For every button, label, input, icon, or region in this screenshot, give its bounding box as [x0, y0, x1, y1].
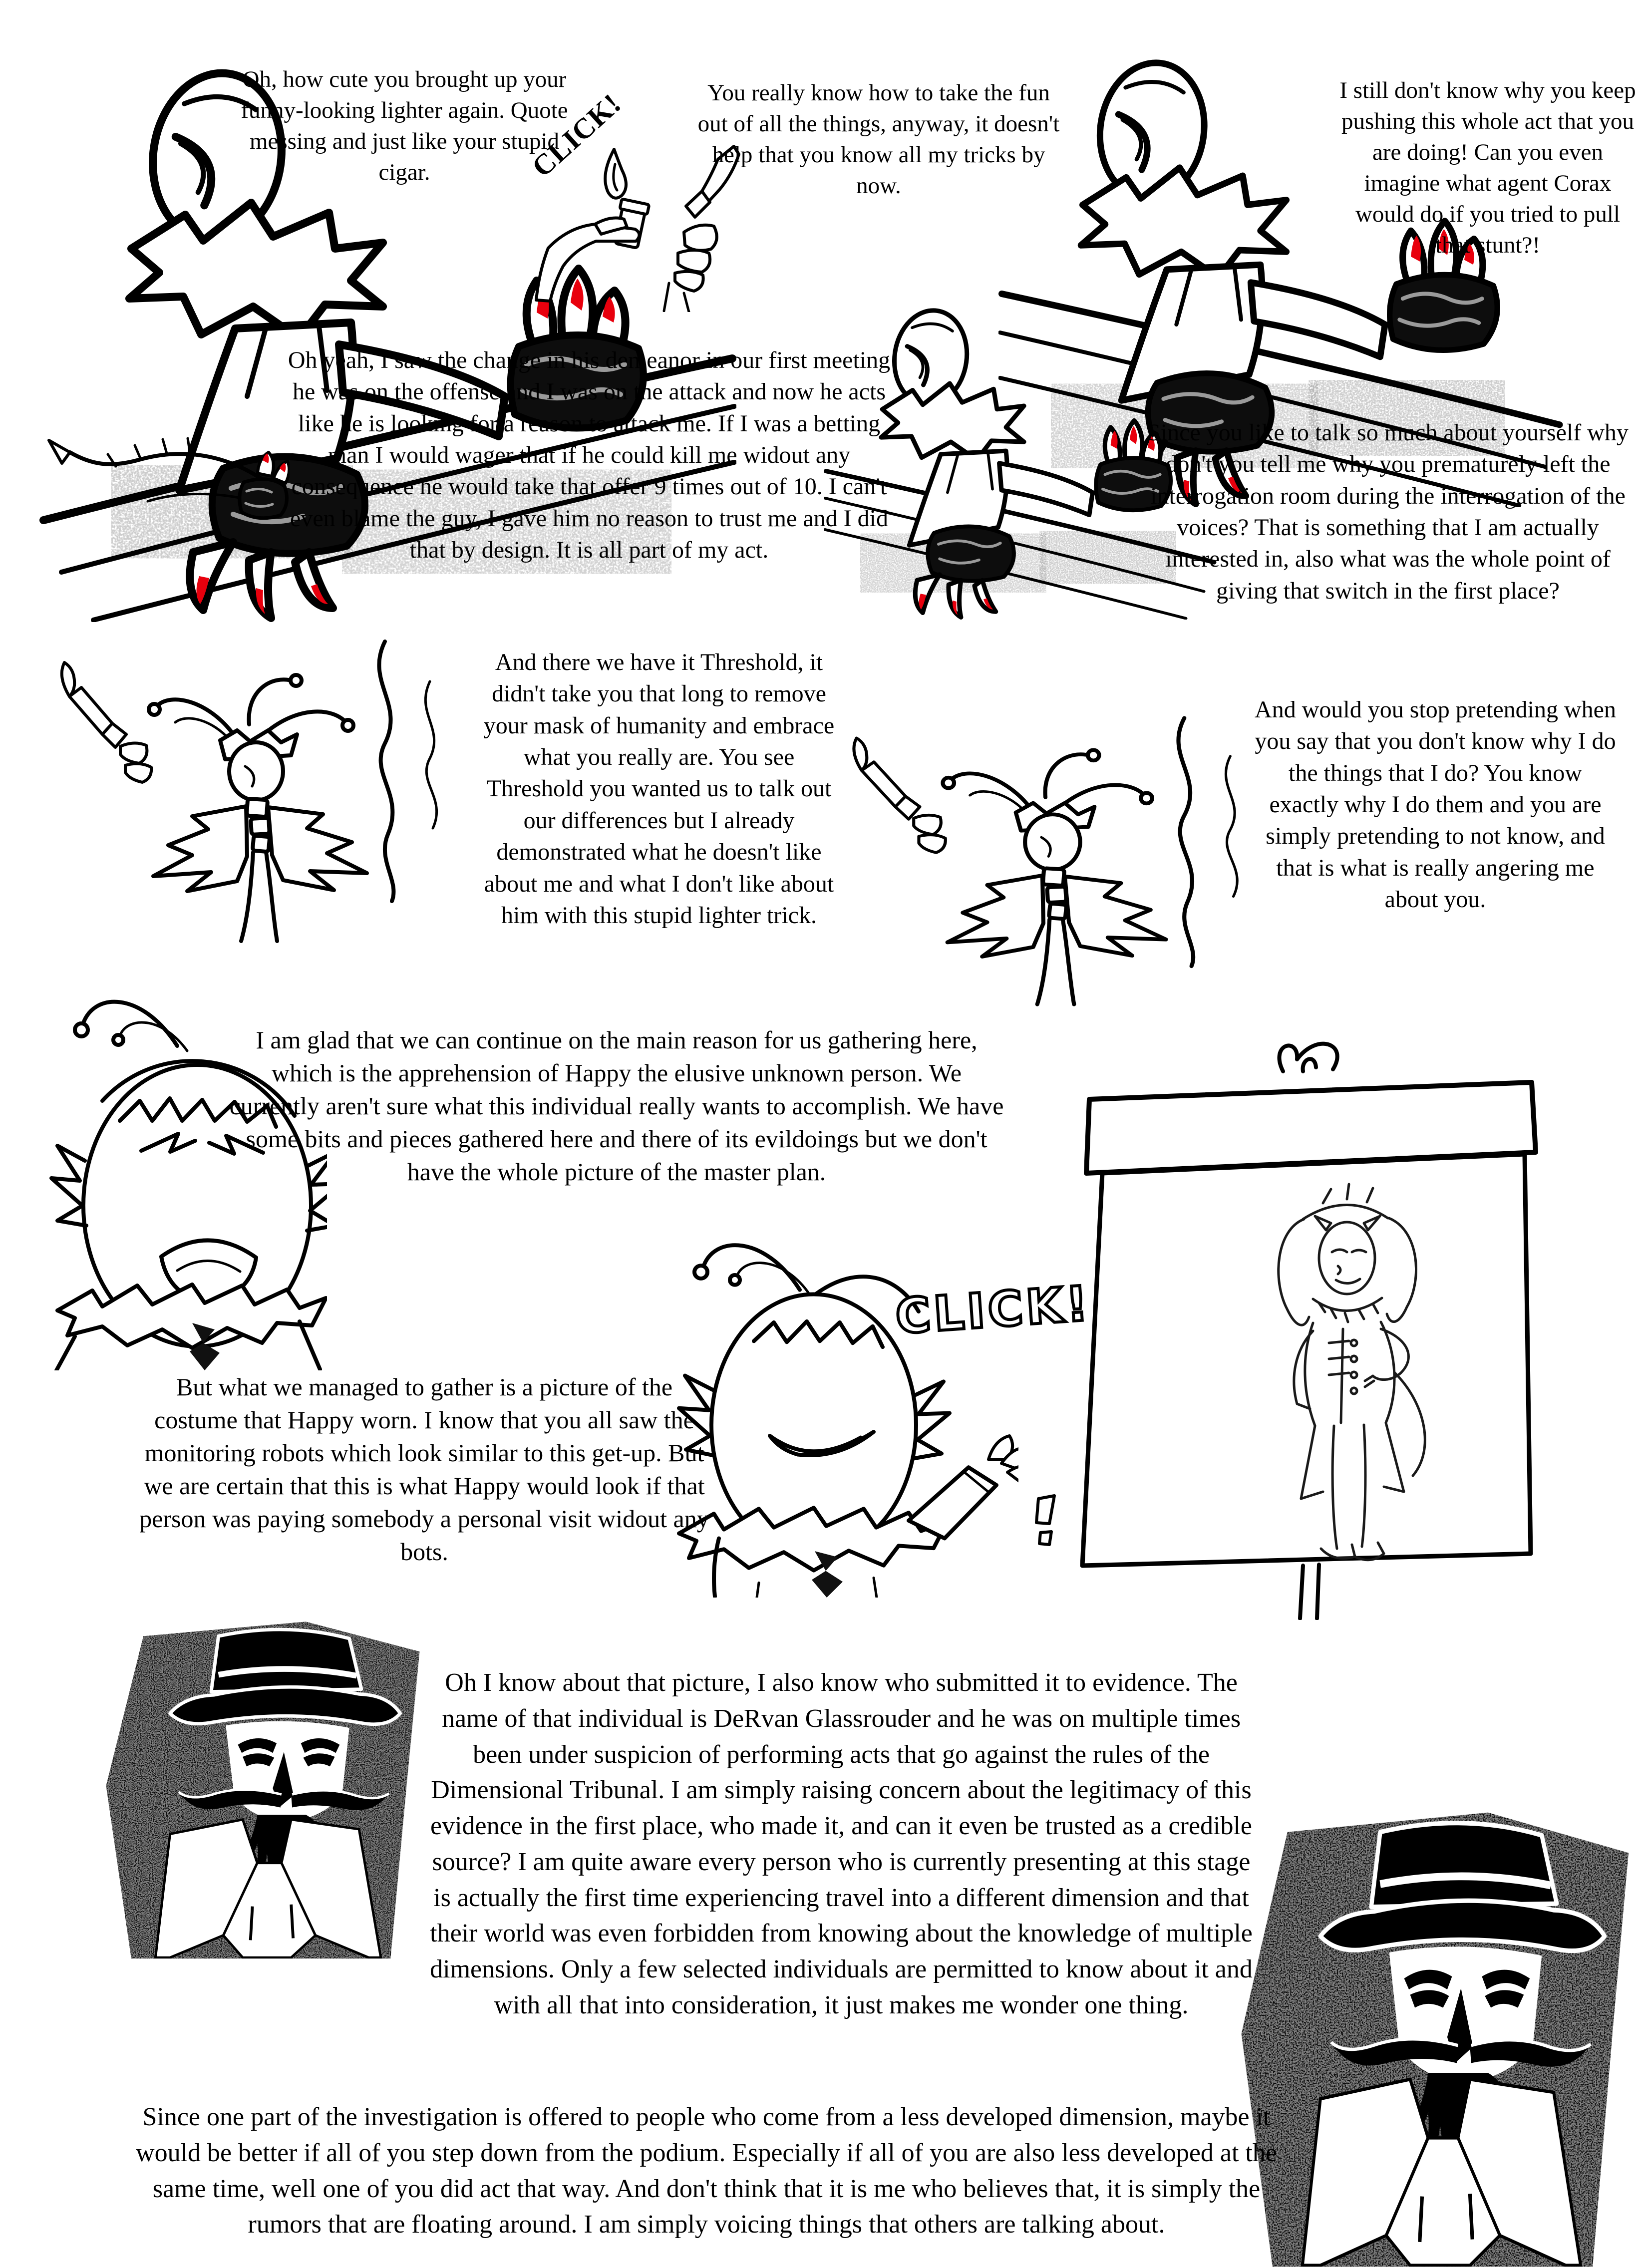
speech-threshold-mask: And there we have it Threshold, it didn't take you that long to remove your mask of humanity and embrace what you really are. You see Threshold you wanted us to talk out our differences but I already demonstrated what he doesn't like about me and what I don't like about him with this stupid lighter trick. — [483, 649, 835, 929]
illustration-projection-screen-costume — [1023, 1023, 1570, 1620]
speech-fun-out-of-things: You really know how to take the fun out of all the things, anyway, it doesn't help that you know all my tricks by now. — [697, 80, 1060, 199]
illustration-dark-tophat-portrait-right — [1231, 1682, 1636, 2268]
speech-apprehension-of-happy: I am glad that we can continue on the main reason for us gathering here, which is the apprehension of Happy the elusive unknown person. We currently aren't sure what this individual really wants to accomplish. We have some bits and pieces gathered here and there of its evildoings but we don't have the whole picture of the master plan. — [229, 1026, 1004, 1186]
sfx-click-lighter: CLICK! — [525, 87, 628, 184]
speech-dervan-glassrouder: Oh I know about that picture, I also know who submitted it to evidence. The name of that individual is DeRvan Glassrouder and he was on multiple times been under suspicion of performing acts that go against the rules of the Dimensional Tribunal. I am simply raising concern about the legitimacy of this evidence in the first place, who made it, and can it even be trusted as a credible source? I am quite aware every person who is currently presenting at this stage is actually the first time experiencing travel into a different dimension and that their world was even forbidden from knowing about the knowledge of multiple dimensions. Only a few selected individuals are permitted to know about it and with all that into consideration, it just makes me wonder one thing. — [430, 1668, 1253, 2019]
speech-agent-corax: I still don't know why you keep pushing this whole act that you are doing! Can you even imagine what agent Corax would do if you tried to pull that stunt?! — [1339, 77, 1636, 259]
speech-interrogation-question: Since you like to talk so much about yourself why don't you tell me why you prematurely left the interrogation room during the interrogation of the voices? That is something that I am actually interested in, also what was the whole point of giving that switch in the first place? — [1147, 419, 1629, 604]
illustration-claw-weapon — [35, 384, 290, 557]
speech-demeanor-wager: Oh yeah, I saw the change in his demeanor in our first meeting he was on the offense and I was on the attack and now he acts like he is looking for a reason to attack me. If I was a betting man I would wager that if he could kill me widout any consequence he would take that offer 9 times out of 10. I can't even blame the guy, I gave him no reason to trust me and I did that by design. It is all part of my act. — [288, 347, 891, 564]
sfx-click-presentation: CLICK! — [894, 1275, 1093, 1345]
illustration-jester-smoke-right — [819, 699, 1268, 1023]
speech-stop-pretending: And would you stop pretending when you say that you don't know why I do the things that I do? You know exactly why I do them and you are simply pretending to not know, and that is what is really angering me about you. — [1255, 696, 1616, 913]
illustration-jester-smoke-left — [27, 622, 467, 961]
illustration-dark-tophat-portrait-left — [97, 1525, 427, 1959]
speech-step-down-podium: Since one part of the investigation is offered to people who come from a less developed dimension, maybe it would be better if all of you step down from the podium. Especially if all of you are also less developed at the same time, well one of you did act that way. And don't think that it is me who believes that, it is simply the rumors that are floating around. I am simply voicing things that others are talking about. — [136, 2103, 1277, 2239]
speech-cute-lighter: Oh, how cute you brought up your funny-looking lighter again. Quote messing and just like your stupid cigar. — [241, 66, 568, 186]
speech-costume-picture: But what we managed to gather is a picture of the costume that Happy worn. I know that you all saw the monitoring robots which look similar to this get-up. But we are certain that this is what Happy would look if that person was paying somebody a personal visit widout any bots. — [139, 1373, 709, 1566]
